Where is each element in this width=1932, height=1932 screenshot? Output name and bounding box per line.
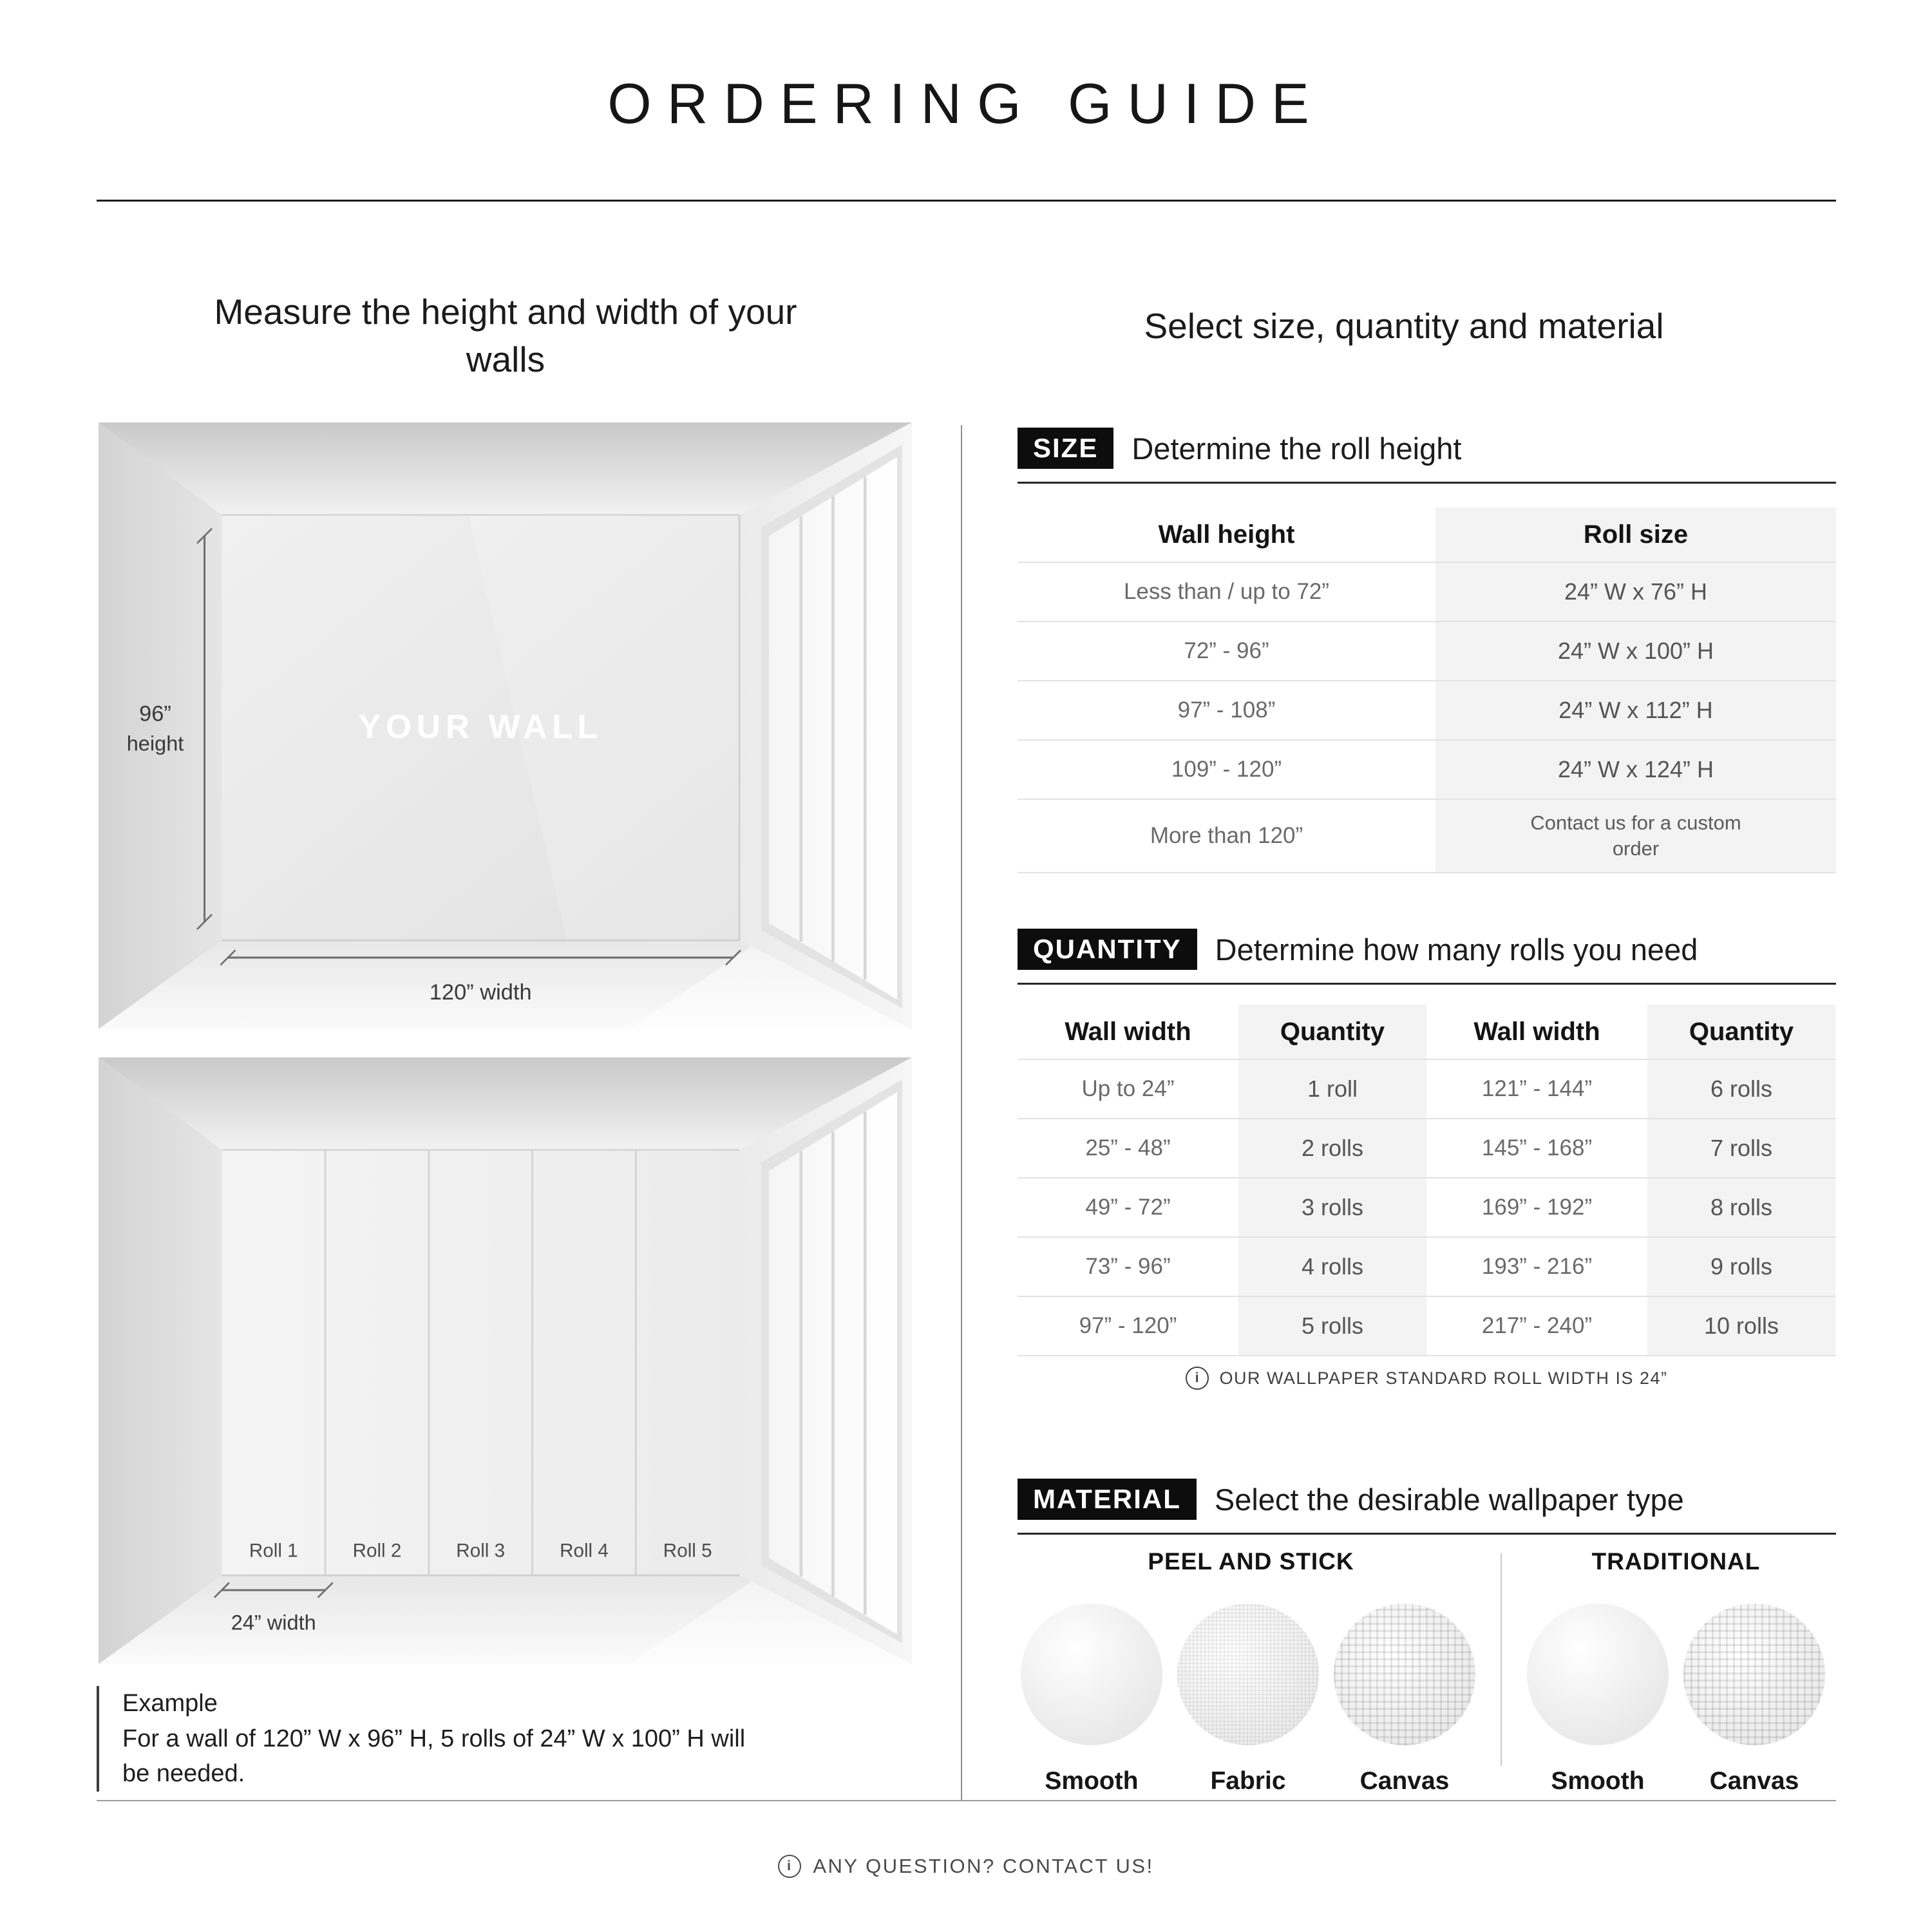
size-table-row — [1018, 739, 1836, 799]
roll-size-cell: 24” W x 112” H — [1435, 681, 1836, 739]
title-divider — [97, 200, 1836, 202]
roll-label: Roll 5 — [663, 1540, 712, 1562]
peel-and-stick-group — [1018, 1548, 1484, 1795]
quantity-table-row — [1018, 1236, 1836, 1296]
roll-size-cell — [1435, 800, 1836, 872]
wall-width-cell: 49” - 72” — [1085, 1195, 1171, 1220]
quantity-column-header: Quantity — [1238, 1005, 1426, 1059]
wall-height-column-header: Wall height — [1158, 520, 1295, 549]
roll-size-cell: 24” W x 124” H — [1435, 741, 1836, 799]
footer-text: ANY QUESTION? CONTACT US! — [813, 1855, 1154, 1877]
roll-width-label: 24” width — [231, 1611, 316, 1634]
wall-height-cell: More than 120” — [1150, 823, 1303, 848]
quantity-cell: 6 rolls — [1647, 1060, 1835, 1118]
wall-width-cell: 169” - 192” — [1481, 1195, 1593, 1220]
material-option — [1021, 1604, 1162, 1795]
smooth-swatch — [1021, 1604, 1162, 1745]
material-section-title: Select the desirable wallpaper type — [1214, 1482, 1684, 1517]
material-option — [1683, 1604, 1825, 1795]
size-table — [1018, 507, 1836, 873]
wall-height-value: 96” — [139, 701, 171, 726]
roll-label: Roll 4 — [560, 1540, 609, 1562]
quantity-cell: 8 rolls — [1647, 1179, 1835, 1236]
wall-width-cell: 217” - 240” — [1481, 1313, 1593, 1338]
quantity-badge: QUANTITY — [1018, 929, 1197, 970]
swatch-label: Fabric — [1210, 1767, 1286, 1795]
your-wall-label: YOUR WALL — [358, 708, 603, 746]
room-illustration-measure — [99, 422, 912, 1029]
swatch-label: Smooth — [1551, 1767, 1645, 1795]
quantity-cell: 7 rolls — [1647, 1119, 1835, 1177]
peel-and-stick-label: PEEL AND STICK — [1148, 1548, 1354, 1575]
footer-divider — [97, 1800, 1836, 1801]
wall-width-column-header: Wall width — [1473, 1017, 1600, 1046]
example-body: For a wall of 120” W x 96” H, 5 rolls of 24” W x 100” H will be needed. — [122, 1725, 746, 1788]
wall-width-cell: 193” - 216” — [1481, 1254, 1593, 1279]
wall-height-word: height — [126, 732, 184, 755]
swatch-label: Canvas — [1709, 1767, 1799, 1795]
page-title: ORDERING GUIDE — [607, 71, 1325, 135]
info-icon — [1186, 1367, 1209, 1390]
room-svg-measure — [99, 422, 912, 1029]
wall-height-cell: 109” - 120” — [1171, 757, 1282, 782]
quantity-section-title: Determine how many rolls you need — [1215, 932, 1698, 967]
roll-width-note — [1018, 1367, 1836, 1390]
custom-order-text: Contact us for a custom order — [1530, 811, 1741, 860]
quantity-cell: 5 rolls — [1238, 1297, 1426, 1355]
traditional-label: TRADITIONAL — [1591, 1548, 1761, 1575]
quantity-table-row — [1018, 1059, 1836, 1118]
room-svg-rolls — [99, 1057, 912, 1664]
traditional-group — [1517, 1548, 1835, 1795]
roll-label: Roll 2 — [352, 1540, 402, 1562]
size-table-header-row — [1018, 507, 1836, 562]
example-note — [97, 1686, 921, 1792]
material-option — [1527, 1604, 1669, 1795]
example-accent-bar — [97, 1686, 99, 1792]
fabric-swatch — [1177, 1604, 1319, 1745]
quantity-table — [1018, 1005, 1836, 1356]
roll-label: Roll 3 — [456, 1540, 506, 1562]
column-divider — [961, 425, 962, 1800]
wall-height-cell: 72” - 96” — [1184, 638, 1269, 663]
footer — [0, 1855, 1932, 1878]
size-table-row — [1018, 680, 1836, 739]
quantity-table-header-row — [1018, 1005, 1836, 1059]
material-option — [1334, 1604, 1475, 1795]
smooth-swatch — [1527, 1604, 1669, 1745]
example-title: Example — [122, 1690, 218, 1717]
quantity-cell: 4 rolls — [1238, 1238, 1426, 1296]
swatch-label: Smooth — [1045, 1767, 1139, 1795]
quantity-cell: 2 rolls — [1238, 1119, 1426, 1177]
quantity-cell: 3 rolls — [1238, 1179, 1426, 1236]
material-section-header — [1018, 1479, 1836, 1535]
room-illustration-rolls — [99, 1057, 912, 1664]
roll-size-cell: 24” W x 100” H — [1435, 622, 1836, 680]
wall-width-cell: 145” - 168” — [1481, 1135, 1593, 1160]
quantity-cell: 1 roll — [1238, 1060, 1426, 1118]
measure-heading: Measure the height and width of your walls — [214, 292, 797, 379]
material-option — [1177, 1604, 1319, 1795]
wall-height-cell: 97” - 108” — [1177, 697, 1276, 723]
size-section-header — [1018, 428, 1836, 484]
material-badge: MATERIAL — [1018, 1479, 1197, 1520]
roll-panels — [222, 1150, 739, 1576]
select-heading: Select size, quantity and material — [1144, 306, 1664, 346]
wall-width-cell: 25” - 48” — [1085, 1135, 1171, 1160]
quantity-column-header: Quantity — [1647, 1005, 1835, 1059]
roll-size-cell: 24” W x 76” H — [1435, 563, 1836, 621]
quantity-cell: 10 rolls — [1647, 1297, 1835, 1355]
quantity-table-row — [1018, 1296, 1836, 1355]
room-left-wall — [99, 1057, 222, 1664]
size-table-row — [1018, 799, 1836, 872]
wall-width-column-header: Wall width — [1065, 1017, 1191, 1046]
wall-width-cell: 121” - 144” — [1481, 1076, 1593, 1101]
canvas-swatch — [1334, 1604, 1475, 1745]
quantity-cell: 9 rolls — [1647, 1238, 1835, 1296]
size-table-row — [1018, 621, 1836, 680]
wall-width-label: 120” width — [429, 980, 532, 1005]
roll-label: Roll 1 — [249, 1540, 298, 1562]
quantity-section-header — [1018, 929, 1836, 985]
roll-size-column-header: Roll size — [1435, 507, 1836, 562]
swatch-label: Canvas — [1359, 1767, 1450, 1795]
wall-width-cell: 97” - 120” — [1079, 1313, 1177, 1338]
wall-width-cell: Up to 24” — [1081, 1076, 1175, 1101]
quantity-table-row — [1018, 1177, 1836, 1236]
info-icon — [778, 1855, 801, 1878]
roll-width-note-text: OUR WALLPAPER STANDARD ROLL WIDTH IS 24” — [1219, 1368, 1668, 1388]
wall-height-cell: Less than / up to 72” — [1123, 579, 1330, 604]
size-badge: SIZE — [1018, 428, 1113, 469]
material-group-divider — [1501, 1553, 1502, 1766]
quantity-table-row — [1018, 1118, 1836, 1177]
canvas-swatch — [1683, 1604, 1825, 1745]
size-section-title: Determine the roll height — [1132, 431, 1462, 466]
wall-width-cell: 73” - 96” — [1085, 1254, 1171, 1279]
size-table-row — [1018, 562, 1836, 621]
